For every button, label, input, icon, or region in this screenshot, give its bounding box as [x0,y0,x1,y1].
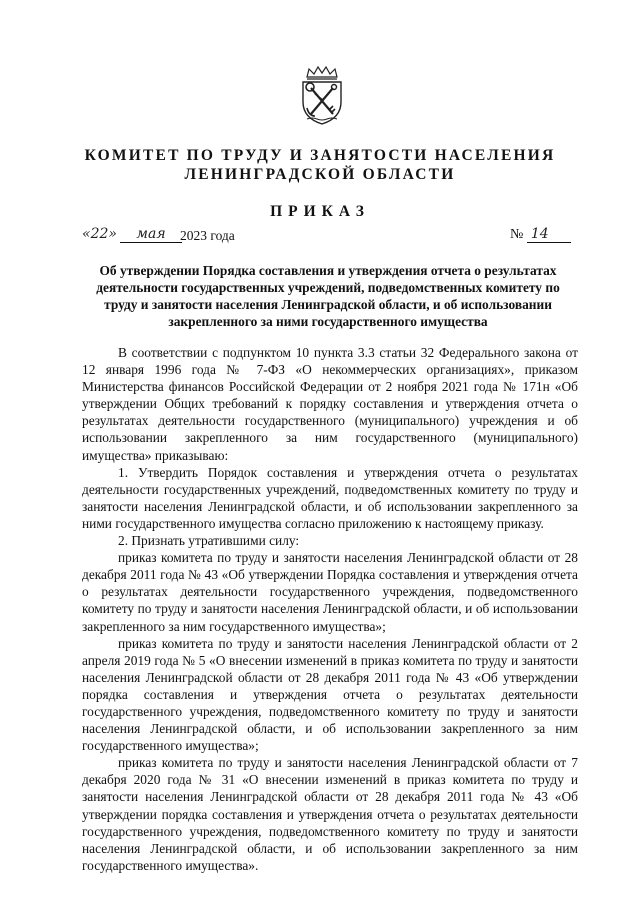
clause-2: 2. Признать утратившими силу: [118,533,300,549]
preamble-paragraph: В соответствии с подпунктом 10 пункта 3.3 статьи 32 Федерального закона от 12 января 1996 года № 7-ФЗ «О некоммерческих организациях», приказом Министерства финансов Российской Федерации от 2 ноября 2021 года № 171н «Об утверждении Общих требований к порядку составления и утверждения отчета о результатах деятельности государственного (муниципального) учреждения и об использовании закрепленного за ним государственного (муниципального) имущества» приказываю: [82,345,578,463]
org-name-line1: КОМИТЕТ ПО ТРУДУ И ЗАНЯТОСТИ НАСЕЛЕНИЯ [84,147,556,164]
date-year: 2023 года [180,228,235,243]
repealed-order-2: приказ комитета по труду и занятости населения Ленинградской области от 2 апреля 2019 года № 5 «О внесении изменений в приказ комитета по труду и занятости населения Ленинградской области от 28 декабря 2011 года № 43 «Об утверждении порядка составления и утверждения отчета о результатах деятельности государственного учреждения, подведомственного комитету по труду и занятости населения Ленинградской области, и об использовании закрепленного за ним государственного имущества»; [82,635,578,754]
order-subject: Об утверждении Порядка составления и утверждения отчета о результатах деятельности государственных учреждений, подведомственных комитету по труду и занятости населения Ленинградской области, и об использовании закрепленного за ними государственного имущества [96,263,560,329]
order-number [510,226,571,243]
document-type: ПРИКАЗ [270,203,370,220]
repealed-order-1: приказ комитета по труду и занятости населения Ленинградской области от 28 декабря 2011 года № 43 «Об утверждении Порядка составления и утверждения отчета о результатах деятельности государственного учреждения, подведомственного комитету по труду и занятости населения Ленинградской области, и об использовании закрепленного за ним государственного имущества»; [82,550,578,634]
order-body [82,344,578,874]
date-day: «22» [82,226,117,242]
clause-1: 1. Утвердить Порядок составления и утверждения отчета о результатах деятельности государственных учреждений, подведомственных комитету по труду и занятости населения Ленинградской области, и об использовании закрепленного за ними государственного имущества согласно приложению к настоящему приказу. [82,464,578,531]
number-value: 14 [527,226,571,243]
date-month: мая [120,226,182,243]
repealed-order-3: приказ комитета по труду и занятости населения Ленинградской области от 7 декабря 2020 года № 31 «О внесении изменений в приказ комитета по труду и занятости населения Ленинградской области от 28 декабря 2011 года № 43 «Об утверждении порядка составления и утверждения отчета о результатах деятельности государственного учреждения, подведомственного комитету по труду и занятости населения Ленинградской области, и об использовании закрепленного за ним государственного имущества». [82,755,578,873]
coat-of-arms-icon [298,66,346,126]
number-label: № [510,227,524,242]
org-name-line2: ЛЕНИНГРАДСКОЙ ОБЛАСТИ [184,166,456,183]
